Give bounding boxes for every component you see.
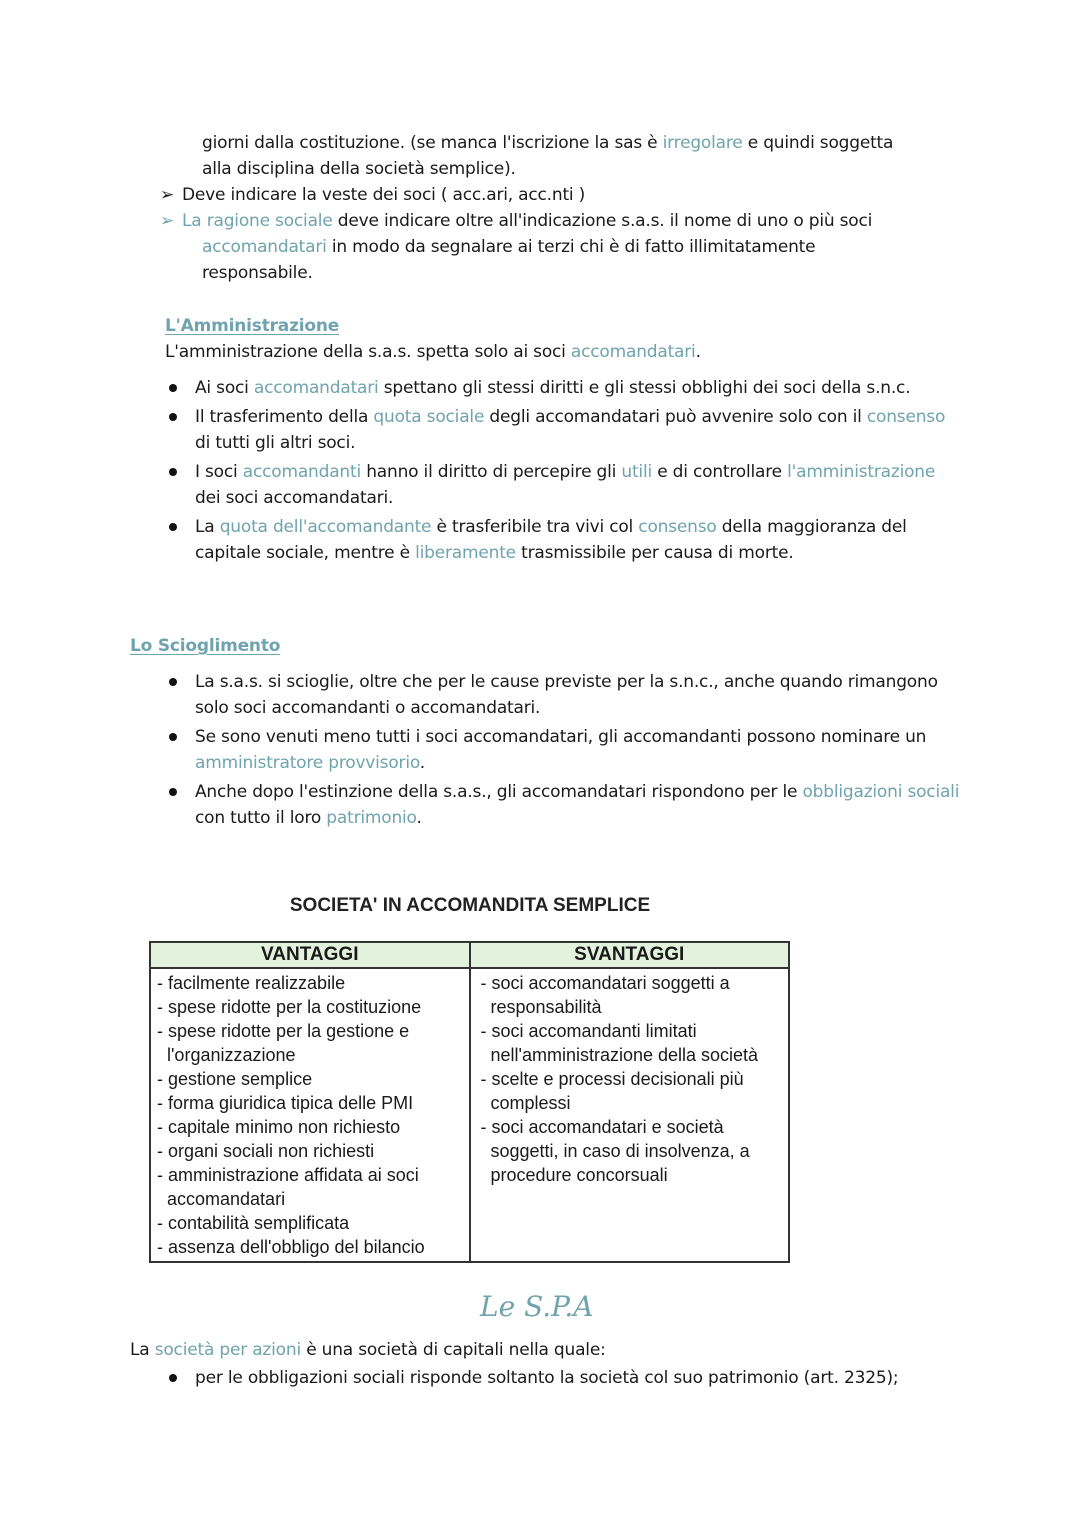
column-header-svantaggi: SVANTAGGI	[470, 942, 790, 968]
scioglimento-section	[130, 633, 970, 834]
amministrazione-section	[165, 313, 965, 569]
section-title-spa: Le S.P.A	[480, 1290, 594, 1323]
table-row: - capitale minimo non richiesto	[157, 1117, 401, 1137]
list-item: Anche dopo l'estinzione della s.a.s., gli accomandatari rispondono per le obbligazioni sociali con tutto il loro patrimonio.	[165, 779, 970, 831]
text-line: giorni dalla costituzione. (se manca l'iscrizione la sas è irregolare e quindi soggetta	[202, 133, 894, 153]
table-row: - scelte e processi decisionali più complessi	[480, 1069, 744, 1113]
table-row: - soci accomandatari soggetti a responsabilità	[480, 973, 730, 1017]
vantaggi-cell	[150, 968, 470, 1262]
table-row: - amministrazione affidata ai soci accomandatari	[157, 1165, 419, 1209]
list-item: I soci accomandanti hanno il diritto di percepire gli utili e di controllare l'amministrazione dei soci accomandatari.	[165, 459, 965, 511]
list-item: La quota dell'accomandante è trasferibile tra vivi col consenso della maggioranza del capitale sociale, mentre è liberamente trasmissibile per causa di morte.	[165, 514, 965, 566]
text-line: responsabile.	[202, 263, 313, 283]
section-intro: La società per azioni è una società di capitali nella quale:	[130, 1340, 606, 1360]
table-row: - spese ridotte per la gestione e l'organizzazione	[157, 1021, 410, 1065]
arrow-bullet-icon: ➢	[160, 211, 175, 231]
list-item: Il trasferimento della quota sociale degli accomandatari può avvenire solo con il consenso di tutti gli altri soci.	[165, 404, 965, 456]
intro-text-block	[160, 130, 980, 286]
text-line: alla disciplina della società semplice).	[202, 159, 516, 179]
section-intro: L'amministrazione della s.a.s. spetta solo ai soci accomandatari.	[165, 342, 701, 362]
table-row: - assenza dell'obbligo del bilancio	[157, 1237, 425, 1257]
table-row: - soci accomandatari e società soggetti, in caso di insolvenza, a procedure concorsuali	[480, 1117, 750, 1185]
list-item: Se sono venuti meno tutti i soci accomandatari, gli accomandanti possono nominare un amministratore provvisorio.	[165, 724, 970, 776]
section-heading: Lo Scioglimento	[130, 636, 281, 656]
column-header-vantaggi: VANTAGGI	[150, 942, 470, 968]
arrow-bullet-icon: ➢	[160, 185, 175, 205]
table-row: - spese ridotte per la costituzione	[157, 997, 422, 1017]
spa-section	[130, 1337, 970, 1394]
table-row: - organi sociali non richiesti	[157, 1141, 375, 1161]
list-item: La s.a.s. si scioglie, oltre che per le cause previste per la s.n.c., anche quando rimangono solo soci accomandanti o accomandatari.	[165, 669, 970, 721]
section-heading: L'Amministrazione	[165, 316, 340, 336]
text-line: ➢ Deve indicare la veste dei soci ( acc.ari, acc.nti )	[160, 182, 980, 208]
table-row: - contabilità semplificata	[157, 1213, 350, 1233]
table-row: - gestione semplice	[157, 1069, 313, 1089]
table-row: - forma giuridica tipica delle PMI	[157, 1093, 414, 1113]
text-line: accomandatari in modo da segnalare ai terzi chi è di fatto illimitatamente	[202, 237, 816, 257]
vantaggi-svantaggi-table	[149, 941, 790, 1263]
svantaggi-cell	[470, 968, 790, 1262]
text-line: ➢ La ragione sociale deve indicare oltre all'indicazione s.a.s. il nome di uno o più soci	[160, 208, 980, 234]
list-item: Ai soci accomandatari spettano gli stessi diritti e gli stessi obblighi dei soci della s.n.c.	[165, 375, 965, 401]
list-item: per le obbligazioni sociali risponde soltanto la società col suo patrimonio (art. 2325);	[165, 1365, 970, 1391]
table-title: SOCIETA' IN ACCOMANDITA SEMPLICE	[289, 895, 651, 916]
table-row: - facilmente realizzabile	[157, 973, 346, 993]
table-row: - soci accomandanti limitati nell'amministrazione della società	[480, 1021, 759, 1065]
